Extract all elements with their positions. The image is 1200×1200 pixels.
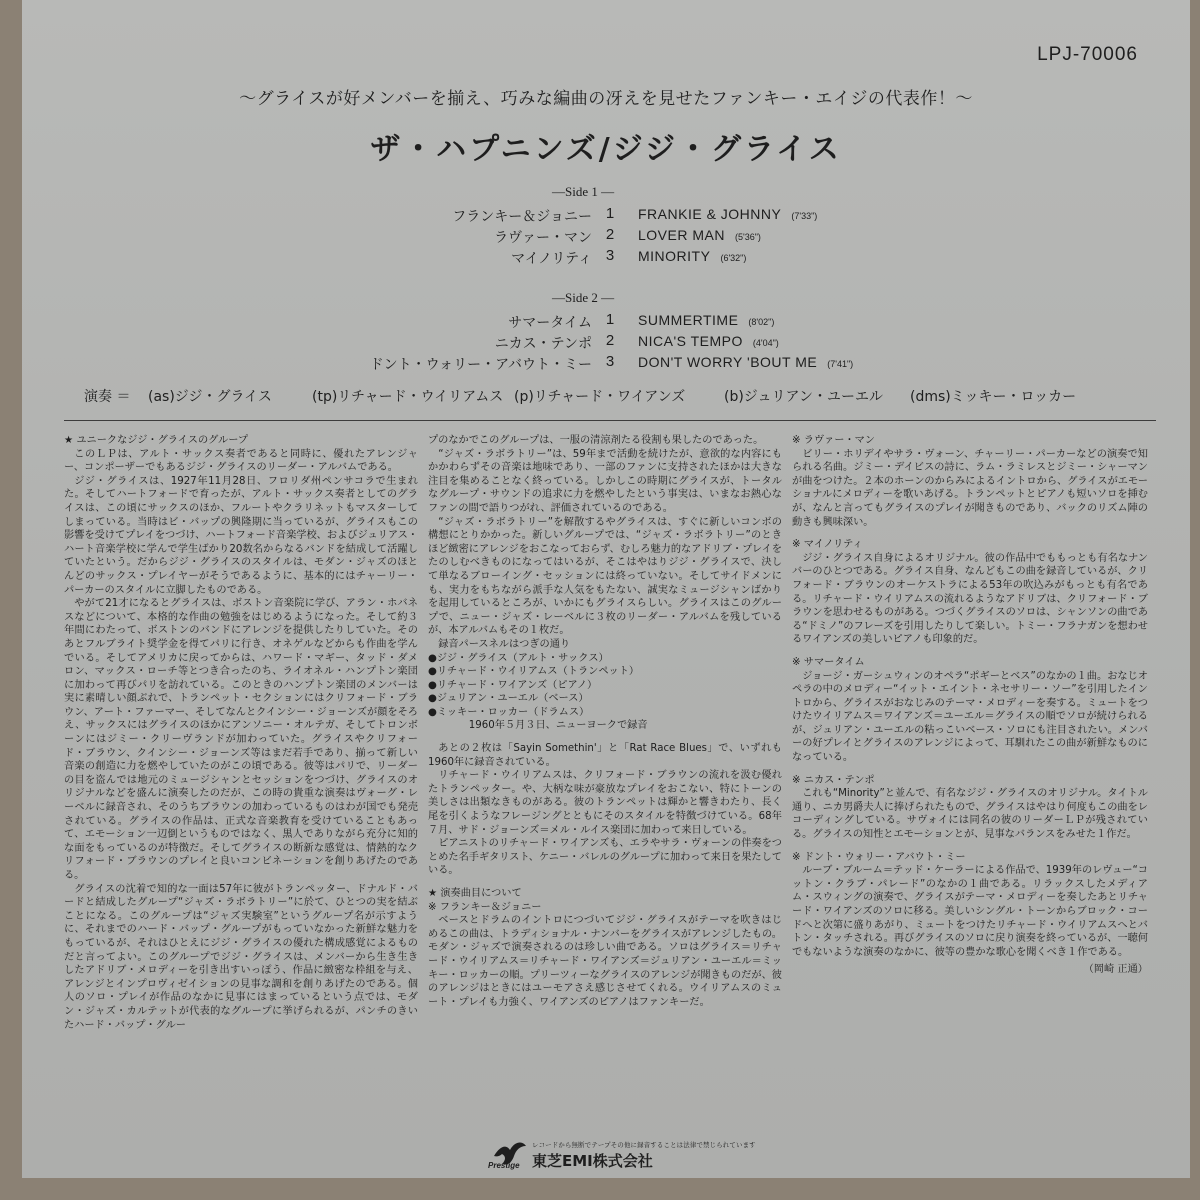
track-heading: ※ サマータイム (792, 656, 865, 668)
paragraph: ビリー・ホリデイやサラ・ヴォーン、チャーリー・パーカーなどの演奏で知られる名曲。ジミー・デイビスの詩に、ラム・ラミレスとジミー・シャーマンが曲をつけた。２本のホーンのからみによるイントロから、グライスがエモーショナルにメロディーを歌いあげる。トランペットとピアノも短いソロを挿むが、なんと言ってもグライスのプレイが聞きものであり、バックのリズム陣の動きも興味深い。 (792, 448, 1148, 528)
author-signature: （岡崎 正通） (1083, 964, 1148, 976)
track-title-jp: フランキー＆ジョニー (452, 209, 592, 225)
track-title-jp: サマータイム (508, 315, 592, 331)
personnel-member: (tp)リチャード・ウイリアムス (312, 389, 504, 405)
paragraph: ジジ・グライス自身によるオリジナル。彼の作品中でももっとも有名なナンバーのひとつである。グライス自身、なんどもこの曲を録音しているが、クリフォード・ブラウンのオーケストラによる53年の吹込みがもっとも有名である。リチャード・ウイリアムスの流れるようなアドリブは、クリフォード・ブラウンを思わせるものがある。つづくグライスのソロは、シャンソンの曲である“ドミノ”のフレーズを引用したりして楽しい。トミー・フラナガンを想わせるワイアンズの美しいピアノも印象的だ。 (792, 552, 1148, 646)
track-title-en: LOVER MAN (5'36") (638, 227, 761, 243)
track-number: 2 (605, 332, 615, 349)
side-2-label: —Side 2 — (552, 290, 615, 305)
track-duration: (8'02") (748, 317, 775, 327)
track-title-jp: マイノリティ (511, 251, 592, 267)
recording-date: 1960年５月３日、ニューヨークで録音 (468, 720, 648, 732)
paragraph: プのなかでこのグループは、一服の清涼剤たる役割も果したのであった。 (428, 435, 764, 446)
track-heading: ※ ドント・ウォリー・アバウト・ミー (792, 851, 966, 863)
track-heading: ※ ラヴァー・マン (792, 435, 875, 446)
logo-text: Prestige (488, 1161, 520, 1170)
list-item: ●ミッキー・ロッカー（ドラムス） (428, 706, 590, 718)
personnel-member: (b)ジュリアン・ユーエル (724, 389, 883, 405)
track-duration: (6'32") (720, 253, 747, 263)
copyright-note: レコードから無断でテープその他に録音することは法律で禁じられています (532, 1141, 756, 1149)
liner-notes-sheet (22, 0, 1190, 1178)
paragraph: このＬＰは、アルト・サックス奏者であると同時に、優れたアレンジャー、コンポーザーでもあるジジ・グライスのリーダー・アルバムである。 (64, 448, 418, 474)
album-title: ザ・ハプニンズ/ジジ・グライス (370, 132, 842, 167)
track-number: 3 (605, 247, 615, 264)
paragraph: ピアニストのリチャード・ワイアンズも、エラやサラ・ヴォーンの伴奏をつとめた名手ギタリスト、ケニー・バレルのグループに加わって来日を果たしている。 (428, 838, 782, 877)
divider (64, 420, 1156, 421)
track-number: 1 (605, 311, 615, 328)
track-number: 2 (605, 226, 615, 243)
paragraph: “ジャズ・ラボラトリー”を解散するやグライスは、すぐに新しいコンボの構想にとりかかった。新しいグループでは、“ジャズ・ラボラトリー”のときほど緻密にアレンジをおこなっておらず、むしろ魅力的なアドリブ・プレイをたのしむべきものになってはいるが、そこはやはりジジ・グライスで、決して単なるブローイング・セッションには終っていない。そしてサイドメンにも、実力をもちながら派手な人気をもたない、誠実なミュージシャンばかりを起用しているところが、いかにもグライスらしい。グライスはこのグループで、ニュー・ジャズ・レーベルに３枚のリーダー・アルバムを残しているが、本アルバムもその１枚だ。 (428, 516, 782, 637)
section-heading: ★ ユニークなジジ・グライスのグループ (64, 435, 249, 446)
list-item: ●ジュリアン・ユーエル（ベース） (428, 693, 589, 705)
track-number: 3 (605, 353, 615, 370)
track-number: 1 (605, 205, 615, 222)
paragraph: ルーブ・ブルーム＝テッド・ケーラーによる作品で、1939年のレヴュー“コットン・クラブ・パレード”のなかの１曲である。リラックスしたメディアム・スウィングの演奏で、グライスがテーマ・メロディーを奏したあとリチャード・ワイアンズのソロに移る。美しいシングル・トーンからブロック・コードへと次第に盛りあがり、ミュートをつけたリチャード・ウイリアムスへとバトン・タッチされる。再びグライスのソロに戻り演奏を終っているが、一聴何でもないような演奏のなかに、彼等の豊かな歌心を聞くべき１作である。 (792, 865, 1148, 958)
list-item: ●ジジ・グライス（アルト・サックス） (428, 652, 609, 664)
paragraph: やがて21才になるとグライスは、ボストン音楽院に学び、アラン・ホバネスなどについて、本格的な作曲の勉強をはじめるようになった。そして約３年間にわたって、ボストンのバンドにアレンジを提供したりしていた。そのあとフルブライト奨学金を得てパリに行き、オネゲルなどからも作曲を学んでいる。そしてアメリカに戻ってからは、ハワード・マギー、タッド・ダメロン、マックス・ローチ等とつき合ったのち、ライオネル・ハンプトン楽団に加わって再びパリを訪れている。このときのハンプトン楽団のメンバーは実に素晴しい顔ぶれで、トランペット・セクションにはクリフォード・ブラウン、アート・ファーマー、そしてなんとクインシー・ジョーンズが顔をそろえ、サックスにはグライスのほかにアンソニー・オルテガ、そしてトロンボーンにはジミー・クリーヴランドが加わっていた。グライスやクリフォード・ブラウン、クインシー・ジョーンズ等はまだ若手であり、揃って新しい音楽の創造に力を燃やしていたのがこの頃である。彼等はパリで、リーダーの目を盗んでは地元のミュージシャンとセッションをつづけ、グライスのオリジナルなどを盛んに演奏したのだが、この時の貴重な演奏はヴォーグ・レーベルに録音され、そのうちブラウンの加わっているものはわが国でも発売されている。グライスの作品は、正式な音楽教育を受けていることもあって、エモーション一辺倒というものではなく、黒人でありながら充分に知的な面をもっているのが特徴だ。そしてグライスの断新な感覚は、情熱的なクリフォード・ブラウンのプレイと良いコンビネーションを創りあげたのである。 (64, 598, 418, 881)
track-duration: (4'04") (752, 338, 779, 348)
paragraph: リチャード・ウイリアムスは、クリフォード・ブラウンの流れを汲む優れたトランペッター。や、大柄な味が豪放なプレイをおこない、特にトーンの美しさは出類なきものがある。彼のトランペットは輝かと響きわたり、長く尾を引くようなフレージングとともにそのスタイルを特徴づけている。68年７月、サド・ジョーンズ＝メル・ルイス楽団に加わって来日している。 (428, 770, 782, 836)
paragraph: グライスの沈着で知的な一面は57年に彼がトランペッター、ドナルド・バードと結成したグループ“ジャズ・ラボラトリー”に於て、ひとつの実を結ぶことになる。このグループは“ジャズ実験室”というグループ名が示すように、それまでのハード・バップ・グループがもっていなかった新鮮な魅力をもっているが、それはひとえにジジ・グライスの優れた構成感覚によるものだと言ってよい。このグループでジジ・グライスは、メンバーから生き生きしたアドリブ・メロディーを引き出すいっぽう、作品に緻密な枠組を与え、アレンジとインプロヴィゼイションの見事な調和を創りあげたのである。個人のソロ・プレイが作品のなかに見事にはまっているという点では、モダン・ジャズ・カルテットが代表的なグループに挙げられるが、パンチのきいたハード・バップ・グルー (64, 883, 418, 1031)
track-heading: ※ マイノリティ (792, 539, 863, 551)
list-item: ●リチャード・ウイリアムス（トランペット） (428, 666, 640, 678)
track-title-en: DON'T WORRY 'BOUT ME (7'41") (638, 354, 854, 370)
catalog-number: LPJ-70006 (1037, 44, 1138, 65)
personnel-label: 演奏 ＝ (84, 389, 131, 405)
paragraph: “ジャズ・ラボラトリー”は、59年まで活動を続けたが、意欲的な内容にもかかわらずその音楽は地味であり、一部のファンに支持されたほかは大きな注目を集めることなく終っている。しかしこの時期にグライスが、トータルなグループ・サウンドの追求に力を燃やしたという事実は、いまなお熱心なファンの間で語りつがれ、評価されているのである。 (428, 448, 782, 514)
paragraph: あとの２枚は「Sayin Somethin'」と「Rat Race Blues」で、いずれも1960年に録音されている。 (428, 743, 782, 768)
paragraph: ジジ・グライスは、1927年11月28日、フロリダ州ペンサコラで生まれた。そしてハートフォードで育ったが、アルト・サックス奏者としてのグライスは、この頃にサックスのほか、フルートやクラリネットもマスターしてしまっている。当時はビ・バップの興隆期に当っているが、グライスもこの影響を受けてプレイをつづけ、ハートフォード音楽学校、およびジュリアス・ハート音楽学校に学んで学生ばかり20数名からなるバンドを結成して活躍していたという。だからジジ・グライスのスタイルは、モダン・ジャズのほとんどのサックス・プレイヤーがそうであるように、基本的にはチャーリー・パーカーのスタイルに立脚したものである。 (64, 475, 418, 596)
personnel-member: (dms)ミッキー・ロッカー (910, 389, 1077, 405)
track-title-jp: ドント・ウォリー・アバウト・ミー (369, 357, 592, 373)
personnel-member: (p)リチャード・ワイアンズ (514, 389, 686, 405)
track-heading: ※ ニカス・テンポ (792, 774, 875, 786)
track-duration: (5'36") (734, 232, 761, 242)
liner-notes-column-1 (64, 434, 418, 1134)
track-title-en: SUMMERTIME (8'02") (638, 312, 775, 328)
paragraph: これも“Minority”と並んで、有名なジジ・グライスのオリジナル。タイトル通り、ニカ男爵夫人に捧げられたもので、グライスはやはり何度もこの曲をレコーディングしている。サヴォイには同名の彼のリーダーＬＰが残されている。グライスの知性とエモーションとが、見事なバランスをみせた１作だ。 (792, 788, 1148, 841)
track-title-en: FRANKIE & JOHNNY (7'33") (638, 206, 818, 222)
liner-notes-column-3 (792, 434, 1148, 1134)
track-title-jp: ラヴァー・マン (494, 230, 592, 246)
track-heading: ※ フランキー＆ジョニー (428, 901, 542, 913)
company-name: 東芝EMI株式会社 (532, 1152, 653, 1170)
paragraph: ジョージ・ガーシュウィンのオペラ“ポギーとベス”のなかの１曲。おなじオペラの中のメロディー“イット・エイント・ネセサリー・ソー”を引用したイントロから、グライスがおなじみのテーマ・メロディーを奏する。ミュートをつけたウイリアムス＝ワイアンズ＝ユーエル＝グライスの順でソロが続けられるが、ジュリアン・ユーエルの粘っこいベース・ソロにも注目されたい。メンバーの好プレイとグライスのアレンジによって、耳馴れたこの曲が新鮮なものになっている。 (792, 670, 1148, 764)
track-title-en: NICA'S TEMPO (4'04") (638, 333, 779, 349)
recording-personnel-heading: 録音パースネルはつぎの通り (438, 638, 571, 650)
paragraph: ベースとドラムのイントロにつづいてジジ・グライスがテーマを吹きはじめるこの曲は、トラディショナル・ナンバーをグライスがアレンジしたもの。モダン・ジャズで演奏されるのは珍しい曲である。ソロはグライス＝リチャード・ウイリアムス＝リチャード・ワイアンズ＝ジュリアン・ユーエル＝ミッキー・ロッカーの順。プリーツィーなグライスのアレンジが聞きものだが、彼のアレンジはときにはユーモアさえ感じさせてくれる。ウイリアムスのミュート・プレイも力強く、ワイアンズのピアノはファンキーだ。 (428, 915, 782, 1008)
side-1-label: —Side 1 — (552, 184, 615, 199)
track-duration: (7'41") (827, 359, 854, 369)
track-duration: (7'33") (791, 211, 818, 221)
section-heading: ★ 演奏曲目について (428, 888, 522, 899)
track-title-en: MINORITY (6'32") (638, 248, 747, 264)
tagline: 〜グライスが好メンバーを揃え、巧みな編曲の冴えを見せたファンキー・エイジの代表作！〜 (239, 89, 973, 109)
liner-notes-column-2 (428, 434, 782, 1134)
list-item: ●リチャード・ワイアンズ（ピアノ） (428, 679, 598, 691)
personnel-member: (as)ジジ・グライス (148, 389, 272, 405)
track-title-jp: ニカス・テンポ (494, 336, 592, 352)
